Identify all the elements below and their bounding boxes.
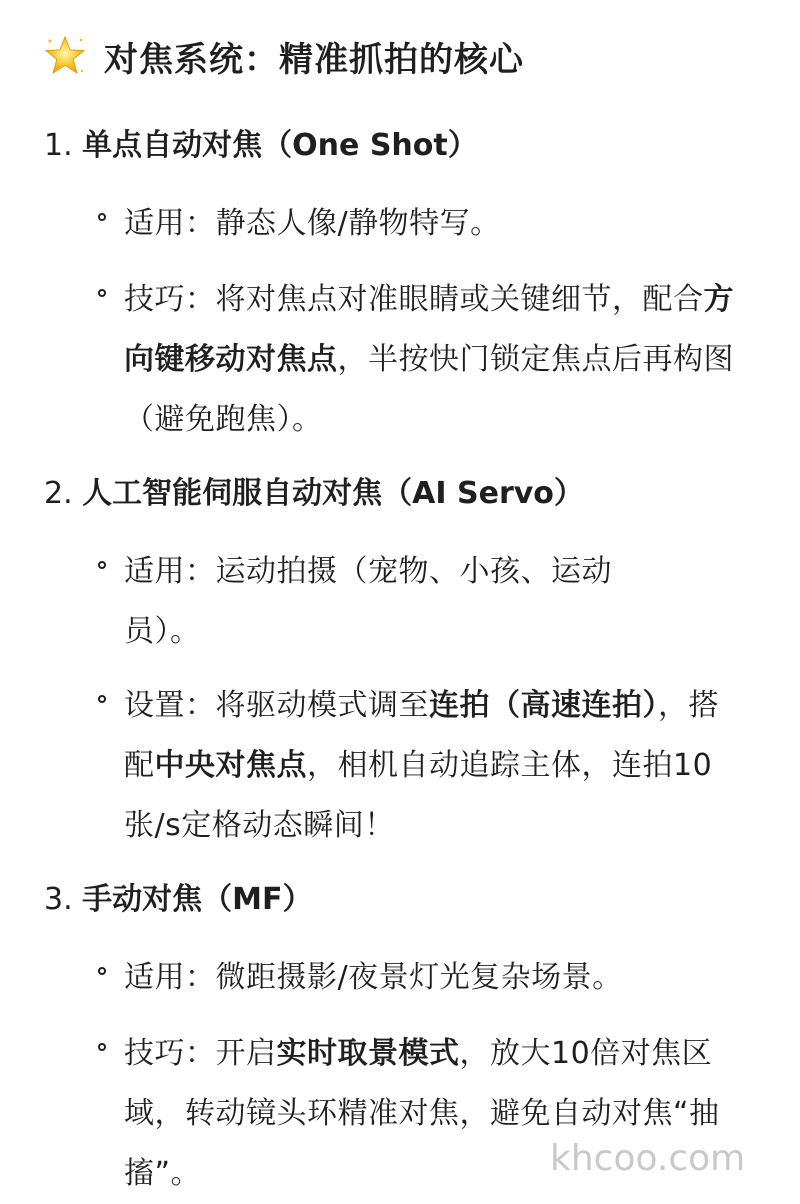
list-item-title [44, 876, 313, 924]
bullet-text: 适用：运动拍摄（宠物、小孩、运动员）。 [124, 554, 612, 649]
bullet-text: 适用：静态人像/静物特写。 [124, 206, 501, 241]
bullet-circle-icon [98, 1043, 106, 1051]
bullet-text: 技巧：将对焦点对准眼睛或关键细节，配合方向键移动对焦点，半按快门锁定焦点后再构图（避免跑焦）。 [124, 282, 734, 437]
item-title-text: 手动对焦（MF） [82, 882, 313, 917]
bullet-circle-icon [98, 967, 106, 975]
bullet-circle-icon [98, 695, 106, 703]
bullet-circle-icon [98, 561, 106, 569]
item-number: 2. [44, 476, 73, 511]
bullet-circle-icon [98, 289, 106, 297]
bullet-circle-icon [98, 213, 106, 221]
list-item-title [44, 122, 478, 170]
bullet-text: 适用：微距摄影/夜景灯光复杂场景。 [124, 960, 623, 995]
item-title-text: 人工智能伺服自动对焦（AI Servo） [82, 476, 584, 511]
bullet-text: 设置：将驱动模式调至连拍（高速连拍），搭配中央对焦点，相机自动追踪主体，连拍10张/s定格动态瞬间！ [124, 688, 719, 843]
glowing-star-icon [44, 35, 86, 77]
section-heading [44, 28, 524, 84]
item-number: 3. [44, 882, 73, 917]
heading-text: 对焦系统：精准抓拍的核心 [104, 39, 524, 80]
watermark-text: khcoo.com [550, 1138, 746, 1179]
list-item-title [44, 470, 584, 518]
item-title-text: 单点自动对焦（One Shot） [82, 128, 478, 163]
bullet-text: 技巧：开启实时取景模式，放大10倍对焦区域，转动镜头环精准对焦，避免自动对焦“抽搐”。 [124, 1036, 720, 1191]
item-number: 1. [44, 128, 73, 163]
